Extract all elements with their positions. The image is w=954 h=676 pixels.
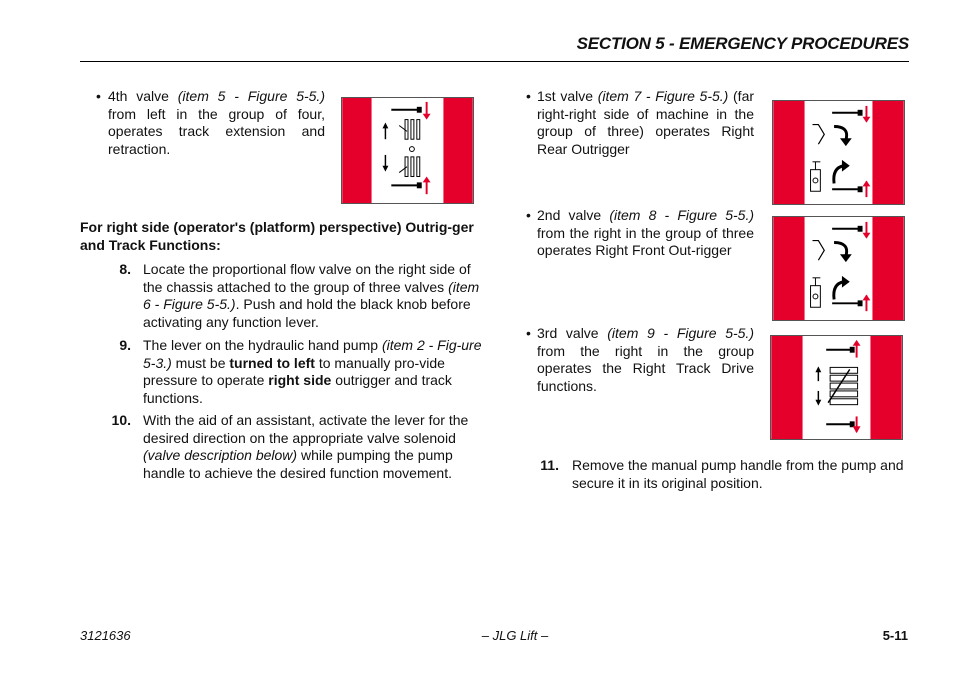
figure-reference: (item 6 - Figure 5-5.) [143,278,480,313]
step-number: 11. [540,457,559,473]
bullet-3rd-valve: • 3rd valve (item 9 - Figure 5-5.) from the right in the group operates the Right Track Drive functions. [526,325,754,394]
step-8-text: Locate the proportional flow valve on the right side of the chassis attached to the group of three valves (item 6 - Figure 5-5.). Push and hold the black knob before activating any function lever. [143,261,480,330]
step-9-text: The lever on the hydraulic hand pump (item 2 - Fig-ure 5-3.) must be turned to left to manually pro-vide pressure to operate right side outrigger and track functions. [143,337,482,406]
header-divider [80,61,909,62]
valve-decal-track-extension [341,97,474,204]
bullet-dot: • [96,88,101,104]
bullet-4th-valve [96,88,325,158]
page-number: 5-11 [882,628,908,643]
bullet-2nd-valve: • 2nd valve (item 8 - Figure 5-5.) from the right in the group of three operates Right Front Out-rigger [526,207,754,259]
figure-reference: (item 2 - Fig-ure 5-3.) [143,337,482,371]
emphasis: turned to left [229,354,315,371]
bullet-1st-valve: • 1st valve (item 7 - Figure 5-5.) (far right-right side of machine in the group of three) operates Right Rear Outrigger [526,88,755,157]
subheading-right-side: For right side (operator's (platform) perspective) Outrig-ger and Track Functions: [80,219,474,253]
step-number: 10. [111,412,131,428]
bullet-rest: from left in the group of four, operates track extension and retraction. [108,105,325,157]
step-number: 9. [119,337,131,353]
bullet-lead: 4th valve [108,88,178,104]
bullet-dot: • [526,325,531,341]
section-title: SECTION 5 - EMERGENCY PROCEDURES [576,34,909,53]
figure-reference: (item 7 - Figure 5-5.) [597,88,729,104]
figure-reference: (item 8 - Figure 5-5.) [609,207,754,223]
figure-reference: (valve description below) [143,447,298,464]
step-10-text: With the aid of an assistant, activate the lever for the desired direction on the appropriate valve solenoid (valve description below) while pumping the pump handle to achieve the desired function movement. [143,412,469,481]
doc-number: 3121636 [80,628,131,643]
figure-reference: (item 9 - Figure 5-5.) [607,325,754,341]
bullet-dot: • [526,88,531,104]
footer-center: – JLG Lift – [481,628,549,643]
valve-decal-right-front-outrigger [772,216,905,321]
bullet-dot: • [526,207,531,223]
emphasis: right side [268,372,332,389]
step-11-text: Remove the manual pump handle from the pump and secure it in its original position. [572,457,904,491]
figure-reference: (item 5 - Figure 5-5.) [177,88,325,104]
step-number: 8. [119,261,131,277]
valve-decal-right-rear-outrigger [772,100,905,205]
valve-decal-right-track-drive [770,335,903,440]
